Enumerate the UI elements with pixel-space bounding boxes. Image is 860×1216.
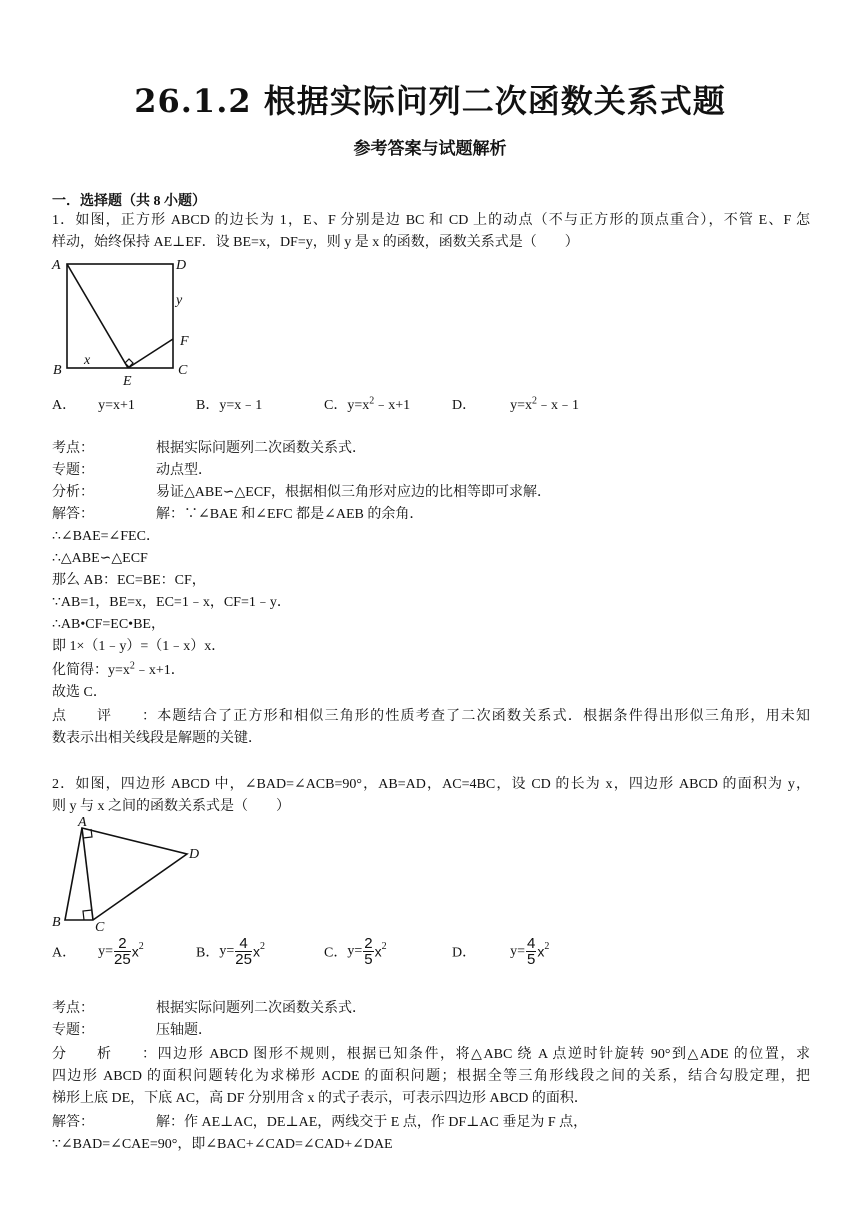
q2-step-1: ∵∠BAD=∠CAE=90°，即∠BAC+∠CAD=∠CAD+∠DAE (52, 1137, 393, 1152)
page-subtitle: 参考答案与试题解析 (353, 139, 507, 158)
fraction: $\frac{2}{5}$ (364, 935, 373, 968)
q1-step-2: ∴△ABE∽△ECF (52, 551, 148, 566)
q1-simplify: 化简得：$y=x^2﹣x+1$． (52, 660, 185, 678)
q2-quadrilateral-figure (50, 814, 210, 934)
q2-fenxi: 分析：四边形 ABCD 图形不规则，根据已知条件，将△ABC 绕 A 点逆时针旋转 90°到△ADE 的位置，求 (52, 1047, 810, 1062)
right-angle-mark-c (83, 910, 92, 920)
q2-jieda: 解答： 解：作 AE⊥AC，DE⊥AE，两线交于 E 点，作 DF⊥AC 垂足为 F 点， (52, 1115, 588, 1130)
q1-fenxi: 分析： 易证△ABE∽△ECF，根据相似三角形对应边的比相等即可求解． (52, 485, 551, 500)
q1-square-figure (50, 252, 200, 388)
q2-option-b[interactable]: B．y= $\frac{4}{25}$ $x^2$ (196, 935, 265, 968)
q1-kaodian: 考点： 根据实际问题列二次函数关系式． (52, 441, 366, 456)
q2-kaodian: 考点： 根据实际问题列二次函数关系式． (52, 1001, 366, 1016)
fraction: $\frac{4}{5}$ (527, 935, 536, 968)
label-d: D (189, 847, 200, 862)
q2-zhuanti: 专题： 压轴题． (52, 1023, 212, 1038)
q2-stem-line2: 则 y 与 x 之间的函数关系式是（ ） (52, 799, 290, 814)
square-abcd (67, 264, 173, 368)
right-angle-mark-a (83, 829, 92, 838)
q1-jieda: 解答： 解：∵∠BAE 和∠EFC 都是∠AEB 的余角． (52, 507, 424, 522)
q1-dianping: 点评：本题结合了正方形和相似三角形的性质考查了二次函数关系式．根据条件得出形似三角形，用未知 (52, 709, 810, 724)
q1-option-d[interactable]: D． $y=x^2﹣x﹣1$ (452, 395, 580, 413)
q1-step-3: 那么 AB：EC=BE：CF， (52, 573, 206, 588)
q1-zhuanti: 专题： 动点型． (52, 463, 212, 478)
q1-dianping-line2: 数表示出相关线段是解题的关键． (52, 731, 262, 746)
q1-stem-line1: 1．如图，正方形 ABCD 的边长为 1，E、F 分别是边 BC 和 CD 上的动点（不与正方形的顶点重合），不管 E、F 怎 (52, 213, 810, 228)
q1-option-c[interactable]: C．$y=x^2﹣x+1$ (324, 395, 411, 413)
label-f: F (180, 334, 189, 349)
q1-option-b[interactable]: B．y=x﹣1 (196, 398, 263, 413)
fraction: $\frac{2}{25}$ (114, 935, 131, 968)
q2-fenxi-line2: 四边形 ABCD 的面积问题转化为求梯形 ACDE 的面积问题；根据全等三角形线段之间的关系，结合勾股定理，把 (52, 1069, 810, 1084)
segment-ef (128, 339, 173, 368)
q2-fenxi-line3: 梯形上底 DE，下底 AC，高 DF 分别用含 x 的式子表示，可表示四边形 ABCD 的面积． (52, 1091, 588, 1106)
label-c: C (178, 363, 188, 378)
q2-option-a[interactable]: A． y= $\frac{2}{25}$ $x^2$ (52, 935, 144, 968)
label-y: y (176, 293, 183, 308)
label-a: A (78, 815, 87, 830)
q1-step-5: ∴AB•CF=EC•BE， (52, 617, 165, 632)
label-b: B (53, 363, 62, 378)
q2-option-c[interactable]: C．y= $\frac{2}{5}$ $x^2$ (324, 935, 387, 968)
label-d: D (176, 258, 187, 273)
q1-stem-line2: 样动，始终保持 AE⊥EF．设 BE=x，DF=y，则 y 是 x 的函数，函数关系式是（ ） (52, 235, 579, 250)
label-b: B (52, 915, 61, 930)
label-c: C (95, 920, 105, 934)
q2-option-d[interactable]: D． y= $\frac{4}{5}$ $x^2$ (452, 935, 550, 968)
section-heading: 一．选择题（共 8 小题） (52, 194, 206, 209)
q1-step-1: ∴∠BAE=∠FEC． (52, 529, 160, 544)
q1-step-4: ∵AB=1，BE=x，EC=1﹣x，CF=1﹣y． (52, 595, 291, 610)
q1-choose: 故选 C． (52, 685, 107, 700)
label-a: A (52, 258, 61, 273)
segment-ac (82, 828, 93, 920)
label-x: x (84, 353, 91, 368)
label-e: E (123, 374, 132, 388)
page-title: 26.1.2 根据实际问列二次函数关系式题 (134, 82, 726, 120)
q2-stem-line1: 2．如图，四边形 ABCD 中，∠BAD=∠ACB=90°，AB=AD，AC=4BC，设 CD 的长为 x，四边形 ABCD 的面积为 y， (52, 777, 810, 792)
q1-option-a[interactable]: A． y=x+1 (52, 398, 135, 413)
fraction: $\frac{4}{25}$ (235, 935, 252, 968)
q1-step-6: 即 1×（1﹣y）=（1﹣x）x． (52, 639, 226, 654)
segment-ae (67, 264, 128, 368)
